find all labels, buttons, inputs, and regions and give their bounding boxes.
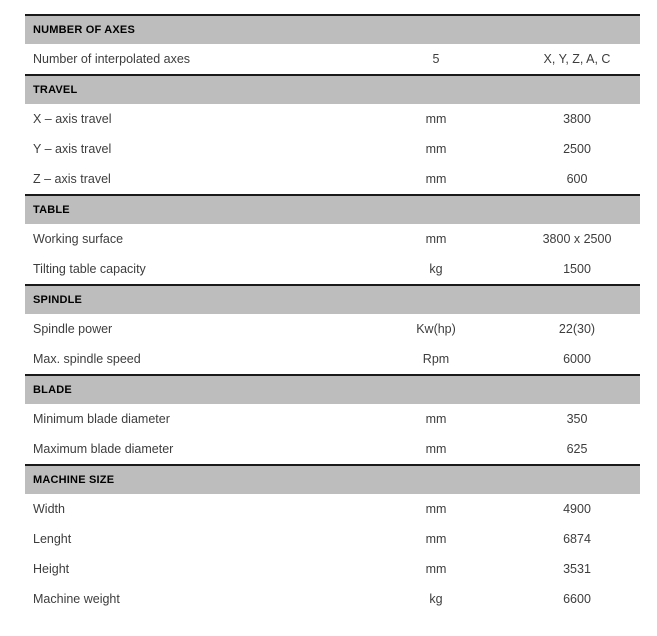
section-rows xyxy=(25,404,640,464)
spec-section xyxy=(25,14,640,74)
table-row xyxy=(25,494,640,524)
spec-value: 2500 xyxy=(563,142,591,156)
spec-label: Working surface xyxy=(33,232,124,246)
specification-table xyxy=(25,14,640,614)
spec-unit: mm xyxy=(425,112,447,126)
table-row xyxy=(25,344,640,374)
spec-unit: mm xyxy=(425,562,447,576)
table-row xyxy=(25,404,640,434)
spec-unit: mm xyxy=(425,232,447,246)
table-row xyxy=(25,584,640,614)
spec-value: 3800 x 2500 xyxy=(542,232,612,246)
section-header xyxy=(25,284,640,314)
table-row xyxy=(25,434,640,464)
spec-section xyxy=(25,74,640,194)
spec-value: X, Y, Z, A, C xyxy=(543,52,611,66)
table-row xyxy=(25,554,640,584)
spec-unit: mm xyxy=(425,142,447,156)
spec-label: Tilting table capacity xyxy=(33,262,146,276)
section-rows xyxy=(25,104,640,194)
section-rows xyxy=(25,314,640,374)
spec-value: 22(30) xyxy=(558,322,596,336)
spec-value: 350 xyxy=(566,412,588,426)
table-row xyxy=(25,44,640,74)
spec-value: 3800 xyxy=(563,112,591,126)
table-row xyxy=(25,254,640,284)
section-title: BLADE xyxy=(33,384,72,396)
section-title: MACHINE SIZE xyxy=(33,474,115,486)
section-title: NUMBER OF AXES xyxy=(33,24,136,36)
table-row xyxy=(25,224,640,254)
spec-unit: mm xyxy=(425,412,447,426)
section-header xyxy=(25,74,640,104)
table-row xyxy=(25,314,640,344)
section-title: TABLE xyxy=(33,204,70,216)
table-row xyxy=(25,524,640,554)
section-rows xyxy=(25,494,640,614)
spec-unit: mm xyxy=(425,532,447,546)
spec-value: 625 xyxy=(566,442,588,456)
table-row xyxy=(25,164,640,194)
spec-section xyxy=(25,284,640,374)
spec-label: Minimum blade diameter xyxy=(33,412,170,426)
spec-value: 4900 xyxy=(563,502,591,516)
spec-value: 6000 xyxy=(563,352,591,366)
spec-unit: kg xyxy=(429,592,443,606)
spec-value: 3531 xyxy=(563,562,591,576)
spec-unit: mm xyxy=(425,502,447,516)
spec-label: Z – axis travel xyxy=(33,172,111,186)
spec-label: Max. spindle speed xyxy=(33,352,141,366)
table-row xyxy=(25,134,640,164)
section-header xyxy=(25,374,640,404)
spec-unit: Rpm xyxy=(422,352,450,366)
spec-value: 1500 xyxy=(563,262,591,276)
spec-label: Height xyxy=(33,562,70,576)
spec-label: X – axis travel xyxy=(33,112,112,126)
table-row xyxy=(25,104,640,134)
spec-label: Y – axis travel xyxy=(33,142,112,156)
spec-unit: kg xyxy=(429,262,443,276)
spec-unit: mm xyxy=(425,172,447,186)
spec-unit: mm xyxy=(425,442,447,456)
spec-section xyxy=(25,464,640,614)
spec-unit: 5 xyxy=(432,52,440,66)
spec-label: Spindle power xyxy=(33,322,113,336)
spec-label: Machine weight xyxy=(33,592,120,606)
spec-value: 6874 xyxy=(563,532,591,546)
spec-label: Number of interpolated axes xyxy=(33,52,191,66)
section-header xyxy=(25,194,640,224)
spec-label: Lenght xyxy=(33,532,72,546)
spec-label: Maximum blade diameter xyxy=(33,442,174,456)
spec-value: 6600 xyxy=(563,592,591,606)
spec-section xyxy=(25,194,640,284)
section-title: TRAVEL xyxy=(33,84,78,96)
spec-value: 600 xyxy=(566,172,588,186)
spec-label: Width xyxy=(33,502,65,516)
section-header xyxy=(25,464,640,494)
spec-unit: Kw(hp) xyxy=(416,322,456,336)
section-header xyxy=(25,14,640,44)
spec-section xyxy=(25,374,640,464)
section-rows xyxy=(25,224,640,284)
section-title: SPINDLE xyxy=(33,294,83,306)
section-rows xyxy=(25,44,640,74)
